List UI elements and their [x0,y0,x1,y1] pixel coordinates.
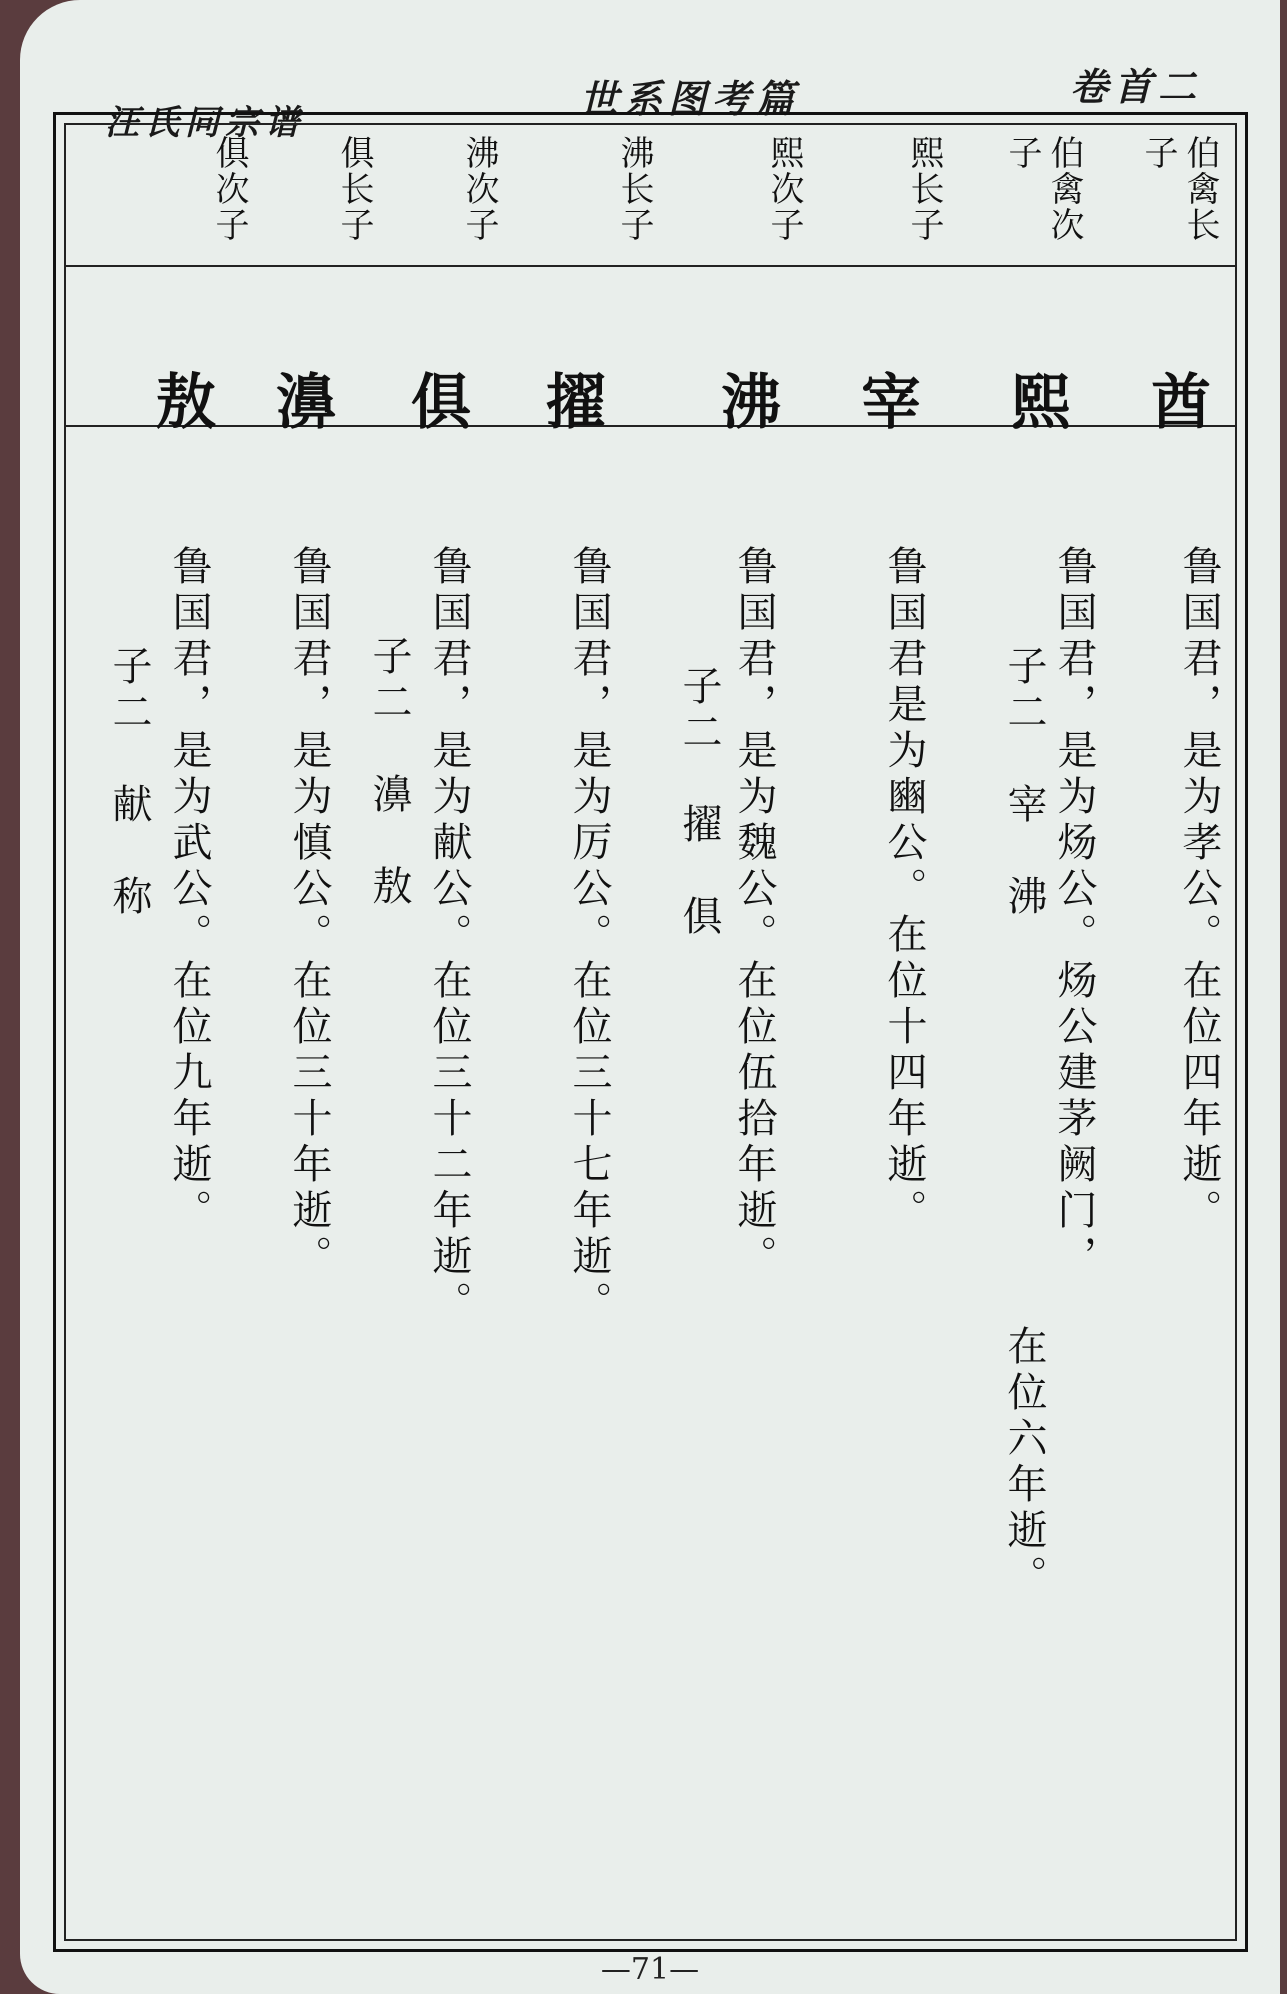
relation-label: 俱长子 [334,135,374,243]
entry-text: 在位六年逝。 [1001,1325,1047,1601]
entry-text: 鲁国君，是为孝公。在位四年逝。 [1176,545,1222,1235]
relation-label: 伯禽长子 [1138,135,1220,243]
genealogy-frame [53,112,1248,1952]
entry-text: 鲁国君，是为慎公。在位三十年逝。 [286,545,332,1281]
entry-text: 鲁国君，是为魏公。在位伍拾年逝。 [731,545,777,1281]
generation-name: 宰 [861,368,921,438]
page-number: —71— [600,1952,700,1987]
generation-name: 酋 [1151,368,1211,438]
generation-name: 擢 [546,368,606,438]
book-title: 汪氏同宗谱 [105,103,305,143]
relation-label: 俱次子 [209,135,249,243]
genealogy-table [64,123,1237,1941]
relation-label: 沸长子 [614,135,654,243]
entry-sons: 子二 献 称 [106,645,152,921]
entry-sons: 子二 濞 敖 [366,635,412,911]
generation-name: 濞 [276,368,336,438]
row-divider [66,265,1235,267]
relation-label: 熙次子 [764,135,804,243]
relation-label: 伯禽次子 [1002,135,1084,243]
generation-name: 熙 [1011,368,1071,438]
entry-text: 鲁国君，是为献公。在位三十二年逝。 [426,545,472,1327]
generation-name: 俱 [411,368,471,438]
page [20,0,1280,1994]
generation-name: 敖 [156,368,216,438]
relation-label: 沸次子 [459,135,499,243]
entry-text: 鲁国君，是为炀公。炀公建茅阙门， [1051,545,1097,1281]
entry-text: 鲁国君是为豳公。在位十四年逝。 [881,545,927,1235]
entry-text: 鲁国君，是为武公。在位九年逝。 [166,545,212,1235]
entry-text: 鲁国君，是为厉公。在位三十七年逝。 [566,545,612,1327]
relation-label: 熙长子 [904,135,944,243]
entry-sons: 子二 擢 俱 [676,665,722,941]
section-title: 世系图考篇 [580,76,801,121]
entry-sons: 子二 宰 沸 [1001,645,1047,921]
generation-name: 沸 [721,368,781,438]
volume-label: 卷首二 [1070,64,1203,109]
